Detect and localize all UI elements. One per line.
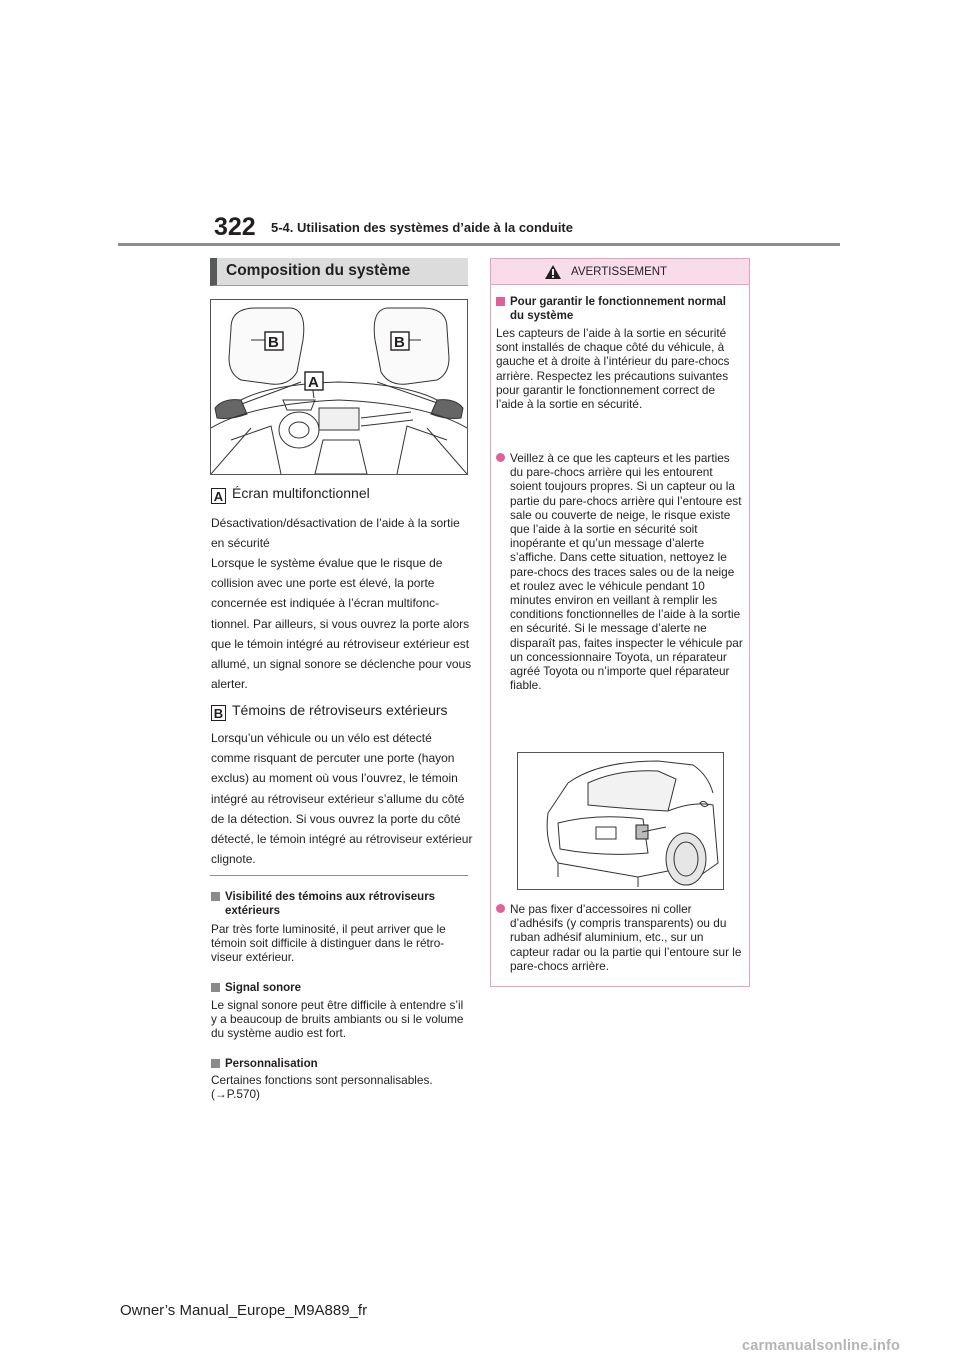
figure-label-b-right: B (394, 334, 405, 351)
header-rule (118, 243, 840, 246)
item-b-heading (211, 702, 448, 721)
warning-triangle-icon (544, 264, 562, 280)
square-bullet-icon (211, 892, 220, 901)
footer-text: Owner’s Manual_Europe_M9A889_fr (120, 1302, 368, 1319)
figure-label-b-left: B (268, 334, 279, 351)
dashboard-drawing (211, 300, 467, 474)
item-b-title: Témoins de rétroviseurs extérieurs (232, 702, 448, 718)
section-heading-text: Composition du système (226, 262, 411, 279)
car-rear-drawing (518, 753, 723, 889)
item-a-para-2: Lorsque le système évalue que le risque de collision avec une porte est élevé, la porte concernée est indiquée à l’écran multifonctionnel. Par ailleurs, si vous ouvrez la porte alors que le témoin intégré au rétroviseur extérieur est allumé, un signal sonore se déclenche pour vous alerter. (211, 556, 472, 692)
round-bullet-icon (496, 904, 505, 913)
warning-intro: Les capteurs de l’aide à la sortie en sécurité sont installés de chaque côté du véhicule, à gauche et à droite à l’intérieur du pare-chocs arrière. Respectez les précautions suivantes pour garantir le fonctionnement correct de l’aide à la sortie en sécurité. (496, 326, 730, 412)
square-bullet-icon (211, 1059, 220, 1068)
section-heading (210, 258, 468, 286)
warning-header-text: AVERTISSEMENT (571, 266, 668, 278)
warning-bullet: Ne pas fixer d’accessoires ni coller d’adhésifs (y compris transparents) ou du ruban adhésif aluminium, etc., sur un capteur radar ou la partie qui l’entoure sur le pare-chocs arrière. (496, 902, 743, 973)
note-heading: Personnalisation (211, 1057, 475, 1071)
item-a-heading (211, 485, 370, 504)
round-bullet-icon (496, 453, 505, 462)
square-bullet-icon (211, 983, 220, 992)
page-number: 322 (214, 213, 256, 241)
figure-label-a: A (308, 374, 319, 391)
item-a-para-1: Désactivation/désactivation de l’aide à la sortie en sécurité (211, 516, 460, 551)
item-a-title: Écran multifonctionnel (232, 485, 370, 501)
dashboard-illustration (210, 299, 468, 475)
divider (210, 875, 468, 876)
note-text: Le signal sonore peut être difficile à entendre s’il y a beaucoup de bruits ambiants ou si le volume du système audio est fort. (211, 998, 464, 1040)
item-b-letter: B (211, 705, 226, 721)
car-rear-illustration (517, 752, 724, 890)
watermark: carmanualsonline.info (742, 1338, 901, 1354)
section-title: 5-4. Utilisation des systèmes d’aide à la conduite (271, 220, 573, 235)
warning-header (490, 258, 750, 285)
warning-subheading: Pour garantir le fonctionnement normal du système (496, 295, 740, 323)
square-bullet-icon (496, 297, 505, 306)
item-a-letter: A (211, 488, 226, 504)
note-text: Certaines fonctions sont personnalisables. (→P.570) (211, 1073, 433, 1101)
warning-bullet: Veillez à ce que les capteurs et les parties du pare-chocs arrière qui les entourent soient toujours propres. Si un capteur ou la partie du pare-chocs arrière qui l’entoure est sale ou couverte de neige, le risque existe que l’aide à la sortie en sécurité soit inopérante et qu’un message d’alerte s’affiche. Dans cette situation, nettoyez le pare-chocs des traces sales ou de la neige et roulez avec le véhicule pendant 10 minutes environ en veillant à remplir les conditions fonctionnelles de l’aide à la sortie en sécurité. Si le message d’alerte ne disparaît pas, faites inspecter le véhicule par un concessionnaire Toyota, un réparateur agréé Toyota ou n’importe quel réparateur fiable. (496, 451, 743, 692)
item-b-para-1: Lorsqu’un véhicule ou un vélo est détecté comme risquant de percuter une porte (hayon exclus) au moment où vous l’ouvrez, le témoin intégré au rétroviseur extérieur s’allume du côté de la détection. Si vous ouvrez la porte du côté détecté, le témoin intégré au rétroviseur extérieur clignote. (211, 731, 473, 867)
note-heading: Visibilité des témoins aux rétroviseurs extérieurs (211, 890, 475, 918)
note-text: Par très forte luminosité, il peut arriver que le témoin soit difficile à distinguer dans le rétroviseur extérieur. (211, 922, 446, 964)
note-heading: Signal sonore (211, 981, 475, 995)
